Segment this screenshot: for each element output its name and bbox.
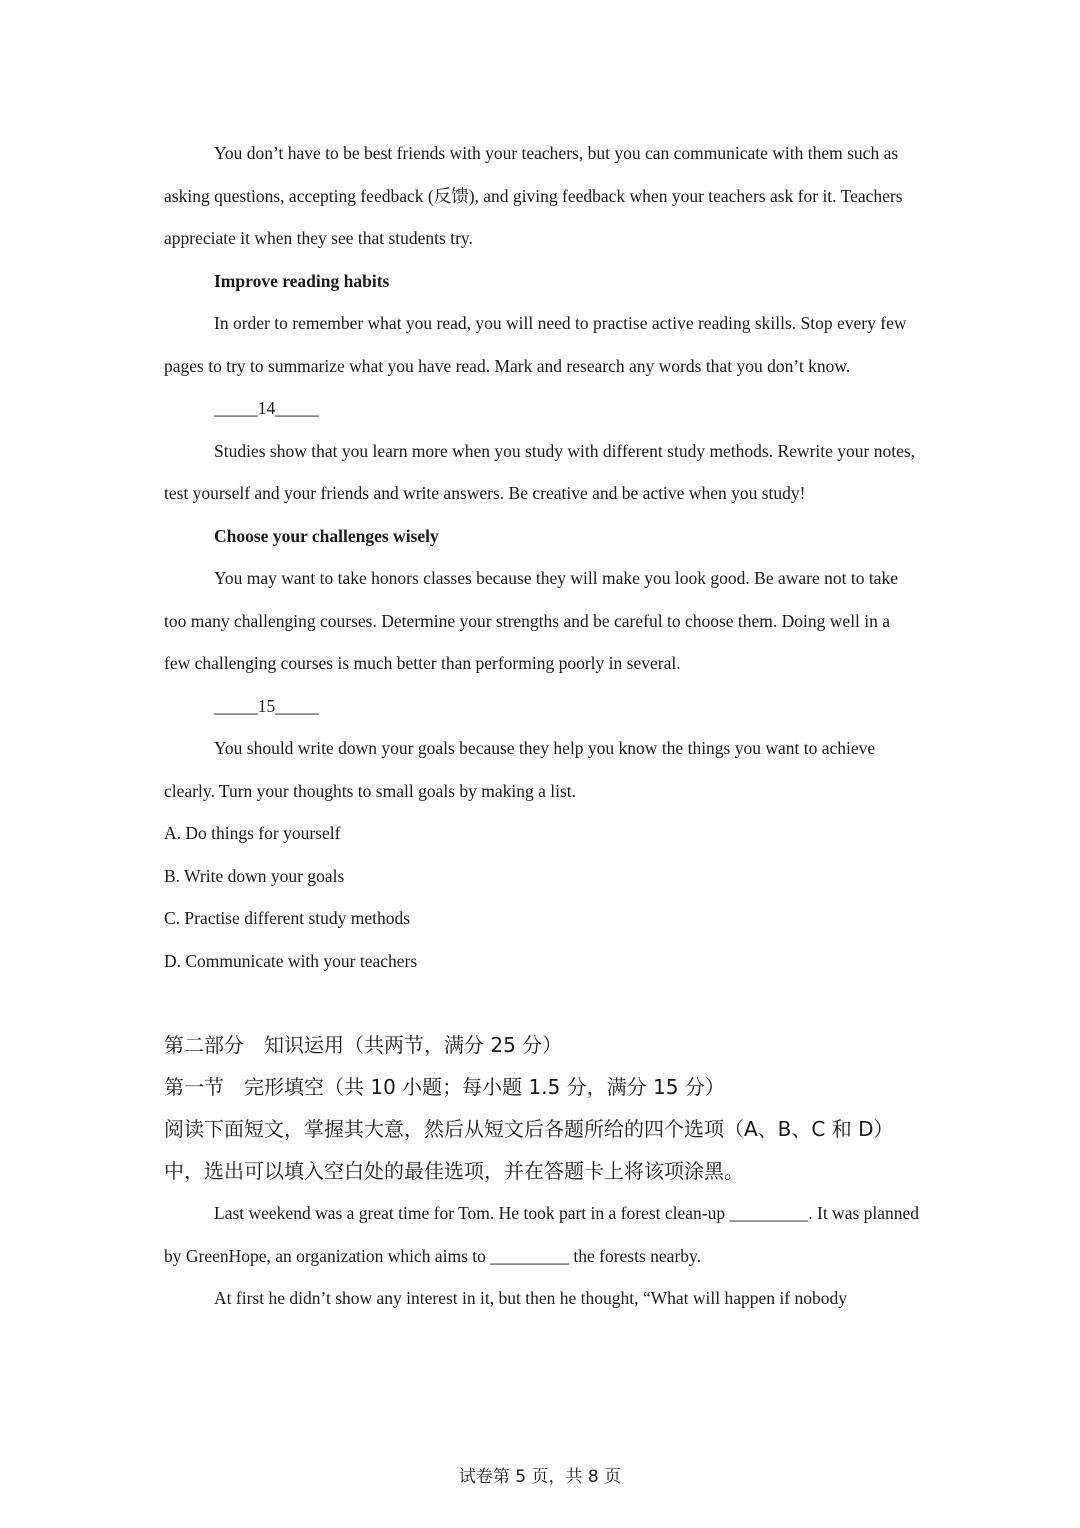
passage-paragraph-5: You should write down your goals because they help you know the things you want to achieve clearly. Turn your thoughts to small goals by making a list. (164, 738, 876, 801)
option-d: D. Communicate with your teachers (164, 950, 418, 971)
section-one-title: 第一节 完形填空（共 10 小题；每小题 1.5 分，满分 15 分） (164, 1075, 725, 1099)
cloze-paragraph-2: At first he didn’t show any interest in it, but then he thought, “What will happen if nobody (214, 1288, 847, 1308)
section-heading-challenges: Choose your challenges wisely (214, 525, 439, 546)
blank-14: _____14_____ (214, 398, 319, 418)
blank-15: _____15_____ (214, 695, 319, 716)
passage-paragraph-3: Studies show that you learn more when you study with different study methods. Rewrite your notes, test yourself and your friends and write answers. Be creative and be active when you study! (164, 440, 916, 503)
page-footer: 试卷第 5 页，共 8 页 (458, 1467, 622, 1487)
option-a: A. Do things for yourself (164, 823, 341, 843)
section-spacer (164, 982, 920, 1024)
part-two-title: 第二部分 知识运用（共两节，满分 25 分） (164, 1033, 563, 1057)
cloze-instruction: 阅读下面短文，掌握其大意，然后从短文后各题所给的四个选项（A、B、C 和 D）中，选出可以填入空白处的最佳选项，并在答题卡上将该项涂黑。 (164, 1117, 894, 1183)
passage-paragraph-4: You may want to take honors classes because they will make you look good. Be aware not to take too many challenging courses. Determine your strengths and be careful to choose them. Doing well in a few challenging courses is much better than performing poorly in several. (164, 568, 898, 673)
option-c: C. Practise different study methods (164, 908, 411, 928)
page-content (164, 132, 920, 1320)
option-b: B. Write down your goals (164, 865, 345, 886)
cloze-paragraph-1: Last weekend was a great time for Tom. He took part in a forest clean-up _________. It was planned by GreenHope, an organization which aims to _________ the forests nearby. (164, 1203, 920, 1266)
passage-paragraph-1: You don’t have to be best friends with your teachers, but you can communicate with them such as asking questions, accepting feedback (反馈), and giving feedback when your teachers ask for it. Teachers appreciate it when they see that students try. (164, 143, 903, 248)
section-heading-reading-habits: Improve reading habits (214, 270, 390, 291)
passage-paragraph-2: In order to remember what you read, you will need to practise active reading skills. Stop every few pages to try to summarize what you have read. Mark and research any words that you don’t know. (164, 313, 907, 376)
